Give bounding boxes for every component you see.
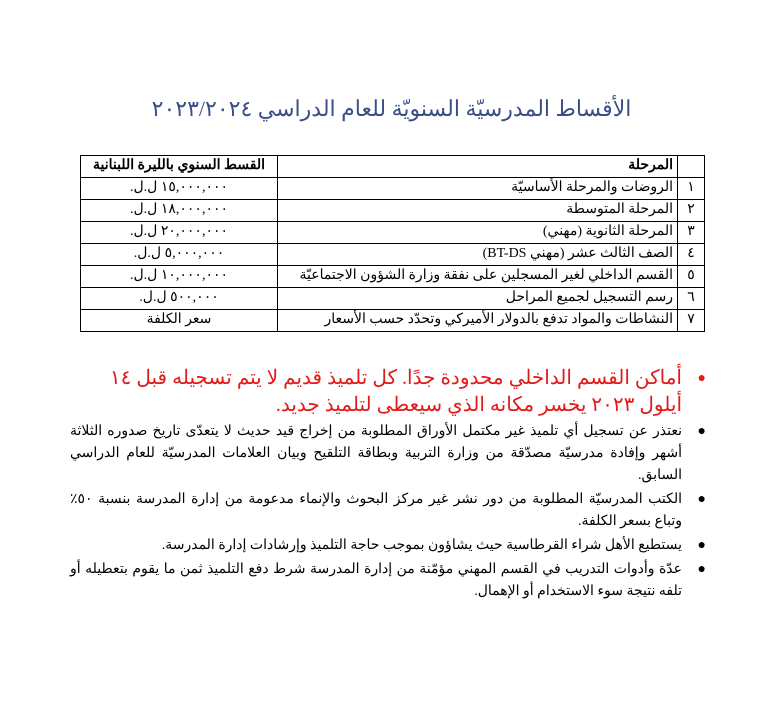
row-fee: ١٥,٠٠٠,٠٠٠ ل.ل. [81,178,278,200]
row-fee: سعر الكلفة [81,310,278,332]
list-item [70,421,706,487]
table-row [81,288,705,310]
bullet-icon: ● [697,371,706,386]
row-stage: القسم الداخلي لغير المسجلين على نفقة وزارة الشؤون الاجتماعيّة [278,266,678,288]
row-fee: ١٠,٠٠٠,٠٠٠ ل.ل. [81,266,278,288]
note-text: الكتب المدرسيّة المطلوبة من دور نشر غير مركز البحوث والإنماء مدعومة من إدارة المدرسة بنسبة ٥٠٪ وتباع بسعر الكلفة. [70,492,682,529]
row-number: ٣ [678,222,705,244]
highlight-note-text: أماكن القسم الداخلي محدودة جدًا. كل تلميذ قديم لا يتم تسجيله قبل ١٤ أيلول ٢٠٢٣ يخسر مكانه الذي سيعطى لتلميذ جديد. [109,367,682,416]
list-item [70,489,706,533]
table-header-row [81,156,705,178]
row-number: ٧ [678,310,705,332]
list-item [70,535,706,557]
notes-list [70,365,706,605]
bullet-icon: ● [697,424,706,439]
row-stage: الصف الثالث عشر (مهني BT-DS) [278,244,678,266]
table-row [81,222,705,244]
row-fee: ١٨,٠٠٠,٠٠٠ ل.ل. [81,200,278,222]
row-number: ٢ [678,200,705,222]
table-row [81,200,705,222]
table-row [81,244,705,266]
table-row [81,178,705,200]
table-row [81,310,705,332]
list-item [70,559,706,603]
bullet-icon: ● [697,492,706,507]
row-fee: ٥٠٠,٠٠٠ ل.ل. [81,288,278,310]
row-stage: الروضات والمرحلة الأساسيّة [278,178,678,200]
row-stage: النشاطات والمواد تدفع بالدولار الأميركي وتحدّد حسب الأسعار [278,310,678,332]
row-number: ٤ [678,244,705,266]
row-number: ١ [678,178,705,200]
row-stage: المرحلة الثانوية (مهني) [278,222,678,244]
note-text: يستطيع الأهل شراء القرطاسية حيث يشاؤون بموجب حاجة التلميذ وإرشادات إدارة المدرسة. [161,538,682,553]
row-number: ٥ [678,266,705,288]
header-stage: المرحلة [278,156,678,178]
header-fee: القسط السنوي بالليرة اللبنانية [81,156,278,178]
row-fee: ٢٠,٠٠٠,٠٠٠ ل.ل. [81,222,278,244]
row-fee: ٥,٠٠٠,٠٠٠ ل.ل. [81,244,278,266]
header-number [678,156,705,178]
row-stage: المرحلة المتوسطة [278,200,678,222]
page-title: الأقساط المدرسيّة السنويّة للعام الدراسي ٢٠٢٣/٢٠٢٤ [151,96,632,121]
fees-table [80,155,705,332]
note-text: نعتذر عن تسجيل أي تلميذ غير مكتمل الأوراق المطلوبة من إخراج قيد حديث لا يتعدّى تاريخ صدوره الثلاثة أشهر وإفادة مدرسيّة مصدّقة من وزارة التربية وبطاقة التلقيح وبيان العلامات المدرسيّة للعام الدراسي السابق. [70,424,682,483]
table-row [81,266,705,288]
list-item-highlight [70,365,706,419]
note-text: عدّة وأدوات التدريب في القسم المهني مؤمّنة من إدارة المدرسة شرط دفع التلميذ ثمن ما يقوم بتعطيله أو تلفه نتيجة سوء الاستخدام أو الإهمال. [70,562,682,599]
row-number: ٦ [678,288,705,310]
row-stage: رسم التسجيل لجميع المراحل [278,288,678,310]
bullet-icon: ● [697,562,706,577]
bullet-icon: ● [697,538,706,553]
